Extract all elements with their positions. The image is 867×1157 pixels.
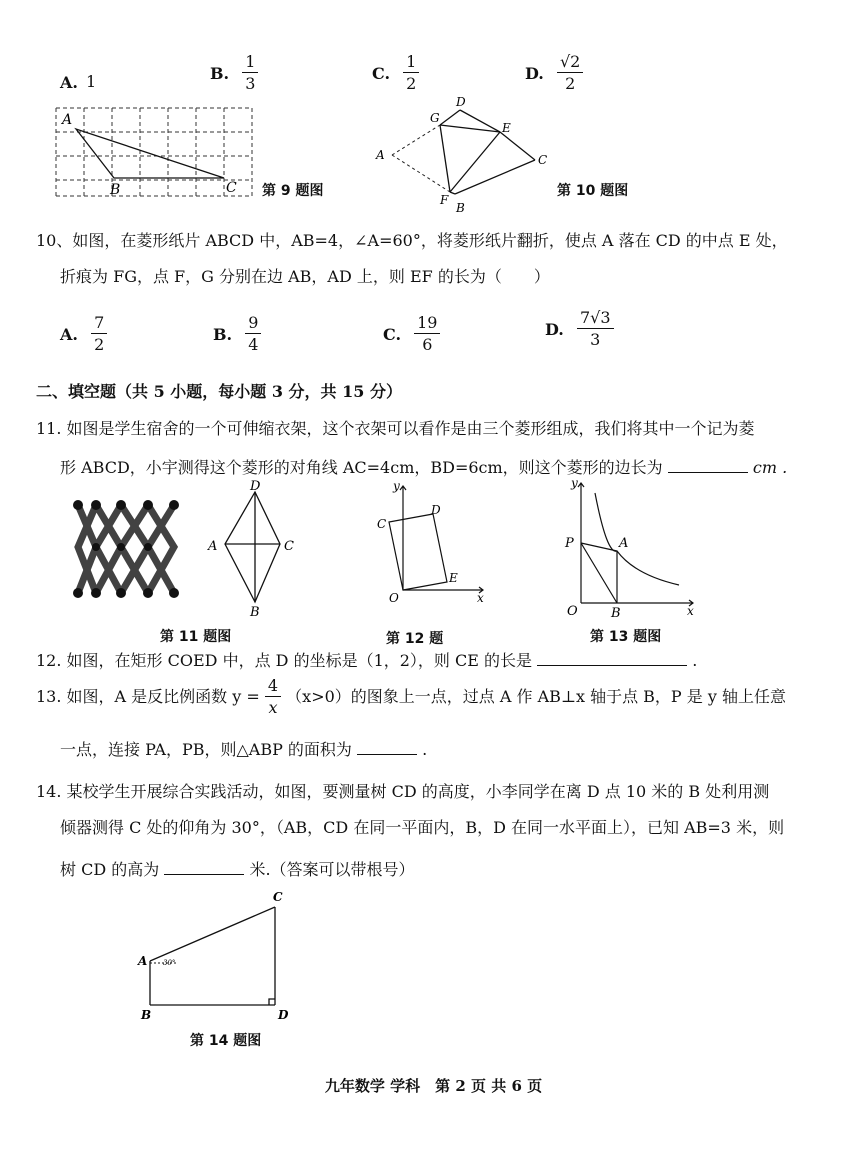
figure-13-caption: 第 13 题图 bbox=[590, 629, 662, 645]
fraction: $\frac{√2}{2}$ bbox=[557, 52, 583, 95]
label-x: x bbox=[477, 591, 484, 605]
figure-12-caption: 第 12 题 bbox=[386, 631, 444, 647]
answer-blank bbox=[537, 651, 687, 666]
label-b: B bbox=[611, 606, 621, 620]
label-d: D bbox=[250, 479, 261, 494]
q10-option-a: A. $\frac{7}{2}$ bbox=[60, 313, 107, 356]
question-14-line-2: 倾器测得 C 处的仰角为 30°，（AB，CD 在同一平面内，B，D 在同一水平面上），已知 AB=3 米，则 bbox=[60, 818, 785, 837]
label-o: O bbox=[567, 604, 578, 619]
label-a: A bbox=[619, 536, 629, 551]
angle-label: 30° bbox=[163, 959, 176, 967]
figure-10-caption: 第 10 题图 bbox=[557, 183, 629, 199]
question-11-line-1: 11. 如图是学生宿舍的一个可伸缩衣架，这个衣架可以看作是由三个菱形组成，我们将其中一个记为菱 bbox=[36, 419, 755, 438]
fraction: $\frac{9}{4}$ bbox=[245, 313, 261, 356]
label-c: C bbox=[284, 539, 294, 554]
fraction: $\frac{4}{x}$ bbox=[265, 676, 281, 719]
figure-14-diagram bbox=[135, 885, 310, 1025]
label-x: x bbox=[687, 604, 694, 618]
q9-option-d: D. $\frac{√2}{2}$ bbox=[525, 52, 583, 95]
question-14-line-3: 树 CD 的高为 米.（答案可以带根号） bbox=[60, 860, 415, 879]
label-c: C bbox=[273, 890, 283, 904]
question-10-line-2: 折痕为 FG，点 F，G 分别在边 AB，AD 上，则 EF 的长为（ ） bbox=[60, 267, 550, 286]
label-b: B bbox=[110, 182, 121, 198]
label-e: E bbox=[449, 571, 458, 585]
answer-blank bbox=[668, 458, 748, 473]
label-g: G bbox=[430, 111, 440, 125]
figure-13-diagram bbox=[555, 475, 705, 620]
label-y: y bbox=[571, 476, 578, 490]
section-2-heading: 二、填空题（共 5 小题，每小题 3 分，共 15 分） bbox=[36, 382, 402, 401]
q9-option-c: C. $\frac{1}{2}$ bbox=[372, 52, 419, 95]
fraction: $\frac{1}{2}$ bbox=[403, 52, 419, 95]
label-c: C bbox=[226, 180, 237, 196]
label-b: B bbox=[250, 605, 260, 618]
answer-blank bbox=[357, 740, 417, 755]
question-11-line-2: 形 ABCD，小宇测得这个菱形的对角线 AC=4cm，BD=6cm，则这个菱形的边长为 cm . bbox=[60, 458, 788, 477]
fraction: $\frac{7√3}{3}$ bbox=[577, 308, 614, 351]
figure-11-rack-photo bbox=[66, 495, 194, 613]
figure-11-rhombus bbox=[200, 478, 310, 618]
label-e: E bbox=[502, 121, 511, 135]
question-10-line-1: 10、如图，在菱形纸片 ABCD 中，AB=4，∠A=60°，将菱形纸片翻折，使点 A 落在 CD 的中点 E 处， bbox=[36, 231, 788, 250]
q10-option-c: C. $\frac{19}{6}$ bbox=[383, 313, 440, 356]
label-d: D bbox=[431, 503, 441, 517]
page-footer: 九年数学 学科 第 2 页 共 6 页 bbox=[324, 1077, 543, 1095]
q9-option-a: A. 1 bbox=[60, 72, 97, 92]
label-a: A bbox=[208, 539, 218, 554]
label-d: D bbox=[456, 95, 466, 109]
q10-option-d: D. $\frac{7√3}{3}$ bbox=[545, 308, 614, 351]
label-b: B bbox=[456, 201, 465, 214]
q9-option-b: B. $\frac{1}{3}$ bbox=[210, 52, 258, 95]
figure-14-caption: 第 14 题图 bbox=[190, 1033, 262, 1049]
fraction: $\frac{7}{2}$ bbox=[91, 313, 107, 356]
label-y: y bbox=[393, 479, 400, 493]
label-d: D bbox=[278, 1008, 289, 1022]
label-c: C bbox=[377, 517, 387, 531]
label-c: C bbox=[538, 153, 548, 167]
label-a: A bbox=[62, 112, 73, 128]
fraction: $\frac{19}{6}$ bbox=[414, 313, 440, 356]
label-f: F bbox=[440, 193, 449, 207]
figure-9-caption: 第 9 题图 bbox=[262, 183, 324, 199]
fraction: $\frac{1}{3}$ bbox=[242, 52, 258, 95]
label-a: A bbox=[138, 954, 148, 968]
label-o: O bbox=[389, 591, 399, 605]
question-13-line-1: 13. 如图，A 是反比例函数 y = $\frac{4}{x}$ （x>0）的图象上一点，过点 A 作 AB⊥x 轴于点 B，P 是 y 轴上任意 bbox=[36, 676, 786, 717]
q10-option-b: B. $\frac{9}{4}$ bbox=[213, 313, 261, 356]
answer-blank bbox=[164, 860, 244, 875]
label-a: A bbox=[376, 148, 385, 162]
question-13-line-2: 一点，连接 PA，PB，则△ABP 的面积为 . bbox=[60, 740, 428, 759]
label-p: P bbox=[565, 536, 574, 551]
figure-11-caption: 第 11 题图 bbox=[160, 629, 232, 645]
figure-9-grid bbox=[50, 100, 260, 205]
question-12: 12. 如图，在矩形 COED 中，点 D 的坐标是（1，2），则 CE 的长是 . bbox=[36, 651, 698, 670]
question-14-line-1: 14. 某校学生开展综合实践活动，如图，要测量树 CD 的高度，小李同学在离 D 点 10 米的 B 处利用测 bbox=[36, 782, 770, 801]
figure-10-diagram bbox=[370, 92, 560, 214]
label-b: B bbox=[141, 1008, 152, 1022]
figure-12-diagram bbox=[365, 478, 495, 608]
